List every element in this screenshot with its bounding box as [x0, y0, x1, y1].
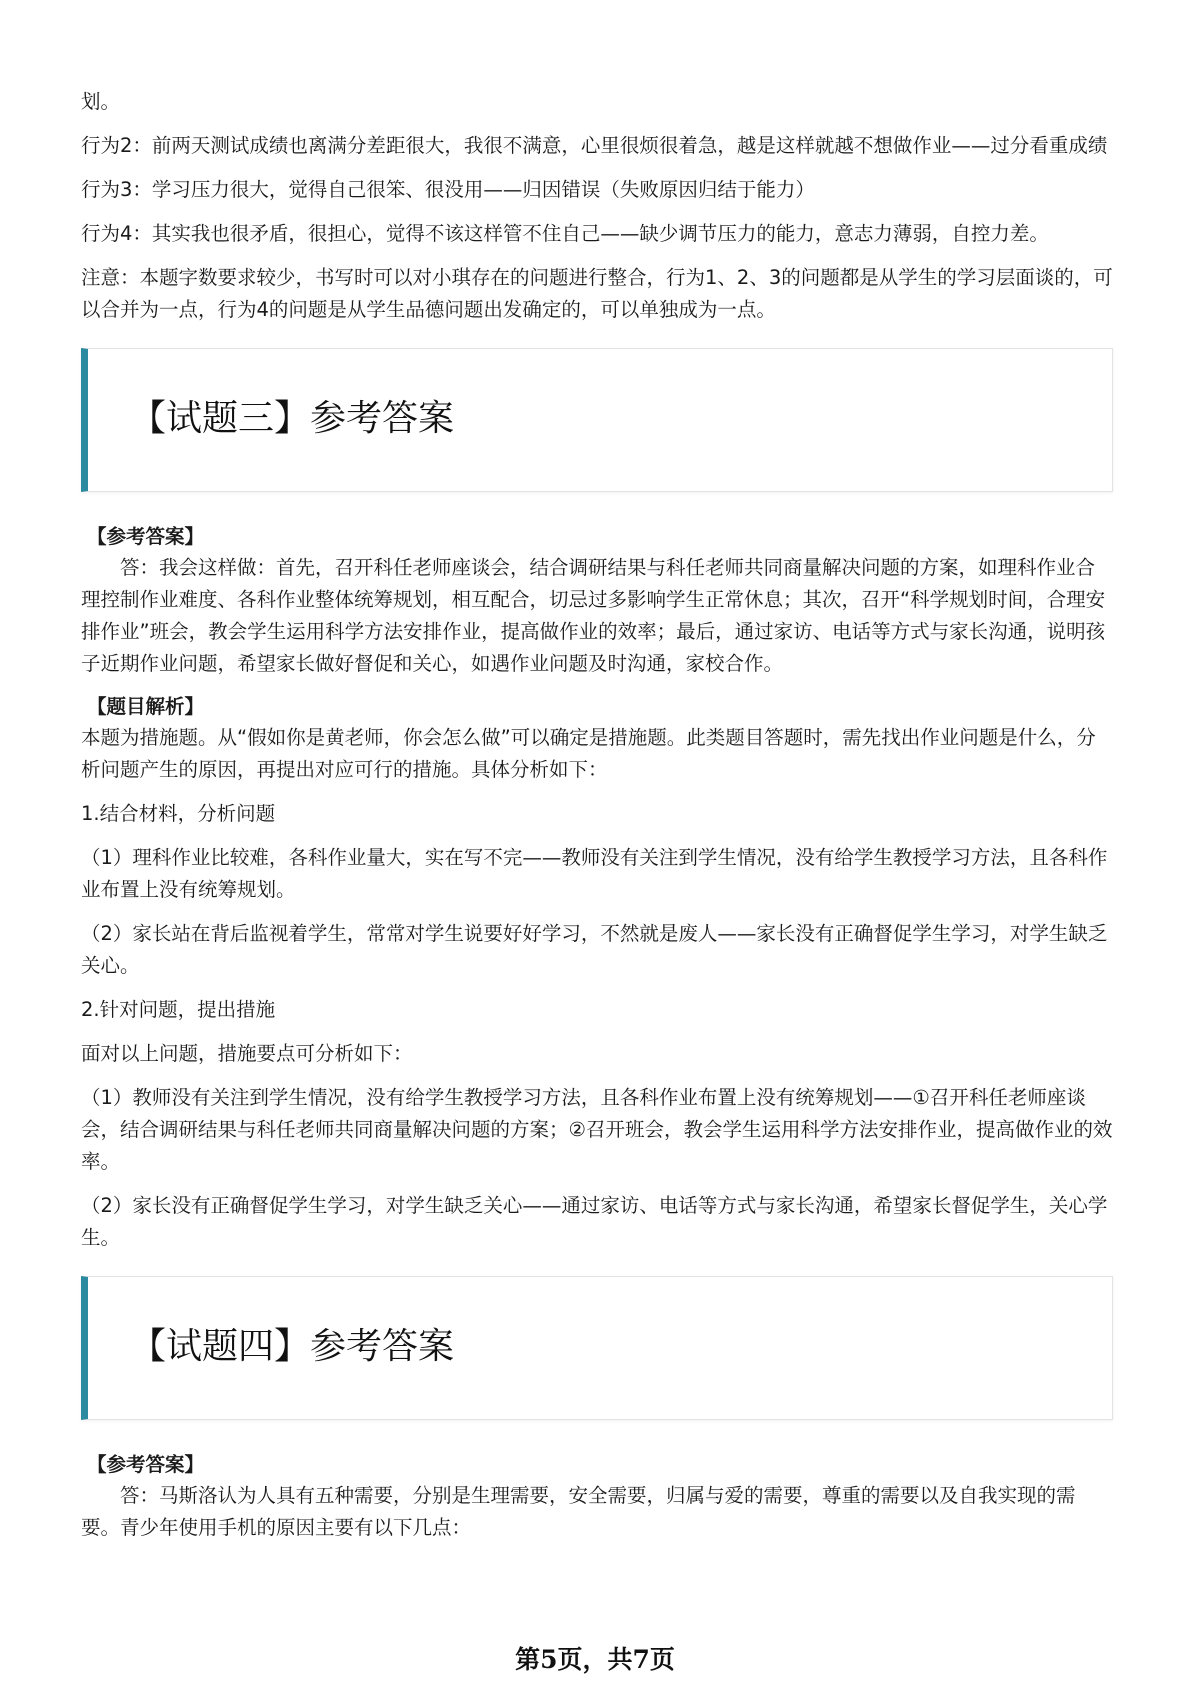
answer-label-3: 【参考答案】: [87, 525, 205, 548]
measure-item-2: （2）家长没有正确督促学生学习，对学生缺乏关心——通过家访、电话等方式与家长沟通，希望家长督促学生，关心学生。: [81, 1194, 1108, 1249]
page-number: 第5页，共7页: [515, 1645, 675, 1674]
answer-text-4: 答：马斯洛认为人具有五种需要，分别是生理需要，安全需要，归属与爱的需要，尊重的需要以及自我实现的需要。青少年使用手机的原因主要有以下几点：: [81, 1484, 1076, 1539]
section-header-4: [81, 1276, 1113, 1420]
analysis-item-2: （2）家长站在背后监视着学生，常常对学生说要好好学习，不然就是废人——家长没有正确督促学生学习，对学生缺乏关心。: [81, 922, 1108, 977]
section-header-3: [81, 348, 1113, 492]
paragraph-tail: 划。: [81, 90, 121, 113]
paragraph-behavior-2: 行为2：前两天测试成绩也离满分差距很大，我很不满意，心里很烦很着急，越是这样就越不想做作业——过分看重成绩: [81, 134, 1108, 157]
measures-intro: 面对以上问题，措施要点可分析如下：: [81, 1042, 413, 1065]
analysis-heading-2: 2.针对问题，提出措施: [81, 998, 276, 1021]
paragraph-behavior-4: 行为4：其实我也很矛盾，很担心，觉得不该这样管不住自己——缺少调节压力的能力，意志力薄弱，自控力差。: [81, 222, 1049, 245]
analysis-heading-1: 1.结合材料，分析问题: [81, 802, 276, 825]
paragraph-note: 注意：本题字数要求较少，书写时可以对小琪存在的问题进行整合，行为1、2、3的问题都是从学生的学习层面谈的，可以合并为一点，行为4的问题是从学生品德问题出发确定的，可以单独成为一点。: [81, 266, 1113, 321]
section-title-4: 【试题四】参考答案: [130, 1326, 455, 1367]
analysis-intro: 本题为措施题。从“假如你是黄老师，你会怎么做”可以确定是措施题。此类题目答题时，需先找出作业问题是什么，分析问题产生的原因，再提出对应可行的措施。具体分析如下：: [81, 726, 1096, 781]
analysis-label-3: 【题目解析】: [87, 695, 205, 718]
section-title-3: 【试题三】参考答案: [130, 398, 455, 439]
analysis-item-1: （1）理科作业比较难，各科作业量大，实在写不完——教师没有关注到学生情况，没有给学生教授学习方法，且各科作业布置上没有统筹规划。: [81, 846, 1108, 901]
page-content: [81, 86, 1113, 1556]
measure-item-1: （1）教师没有关注到学生情况，没有给学生教授学习方法，且各科作业布置上没有统筹规划——①召开科任老师座谈会，结合调研结果与科任老师共同商量解决问题的方案；②召开班会，教会学生运用科学方法安排作业，提高做作业的效率。: [81, 1086, 1113, 1173]
answer-label-4: 【参考答案】: [87, 1453, 205, 1476]
paragraph-behavior-3: 行为3：学习压力很大，觉得自己很笨、很没用——归因错误（失败原因归结于能力）: [81, 178, 815, 201]
answer-text-3: 答：我会这样做：首先，召开科任老师座谈会，结合调研结果与科任老师共同商量解决问题的方案，如理科作业合理控制作业难度、各科作业整体统筹规划，相互配合，切忌过多影响学生正常休息；其次，召开“科学规划时间，合理安排作业”班会，教会学生运用科学方法安排作业，提高做作业的效率；最后，通过家访、电话等方式与家长沟通，说明孩子近期作业问题，希望家长做好督促和关心，如遇作业问题及时沟通，家校合作。: [81, 556, 1106, 675]
